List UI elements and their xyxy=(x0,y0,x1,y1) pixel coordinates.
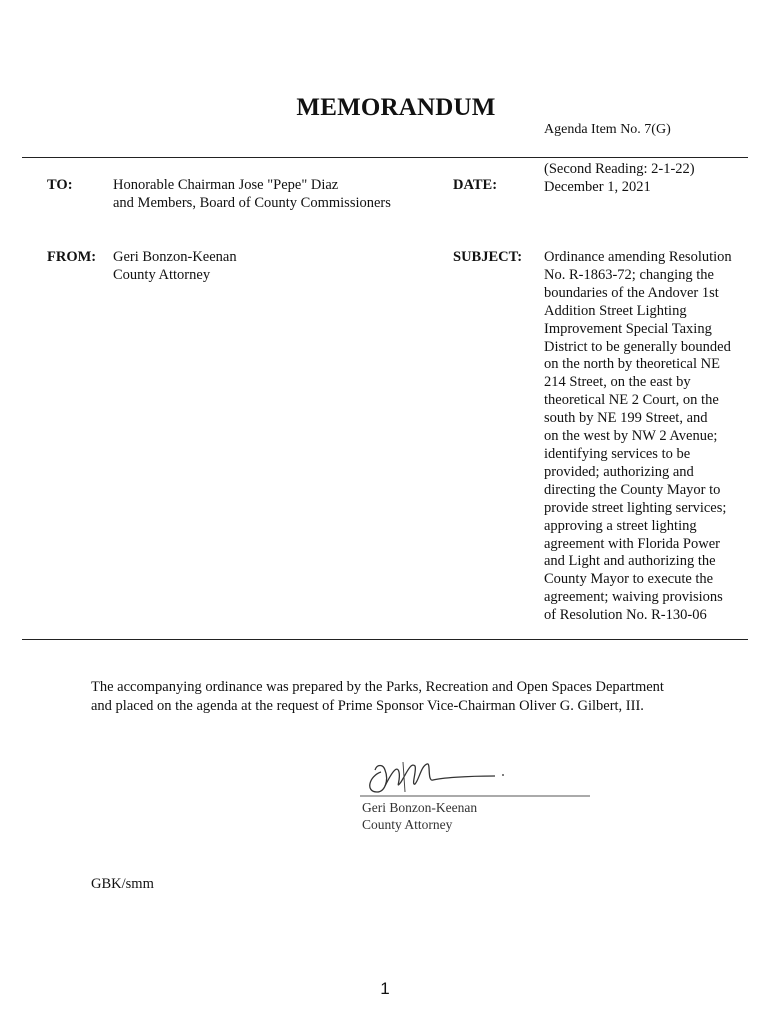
signature-block xyxy=(362,799,477,833)
signature-title: County Attorney xyxy=(362,817,453,832)
subject-line: on the west by NW 2 Avenue; xyxy=(544,428,718,445)
body-line: The accompanying ordinance was prepared by the Parks, Recreation and Open Spaces Department xyxy=(91,679,664,695)
to-label: TO: xyxy=(47,177,73,193)
subject-line: County Mayor to execute the xyxy=(544,571,714,588)
subject-line: identifying services to be xyxy=(544,445,691,462)
subject-line: provided; authorizing and xyxy=(544,463,694,480)
signature-name: Geri Bonzon-Keenan xyxy=(362,800,478,815)
agenda-item: Agenda Item No. 7(G) xyxy=(544,122,671,137)
subject-line: of Resolution No. R-130-06 xyxy=(544,607,707,624)
date-line: December 1, 2021 xyxy=(544,178,651,195)
subject-line: and Light and authorizing the xyxy=(544,553,716,570)
subject-line: approving a street lighting xyxy=(544,517,697,534)
subject-line: No. R-1863-72; changing the xyxy=(544,266,714,283)
subject-line: agreement; waiving provisions xyxy=(544,589,723,606)
subject-line: on the north by theoretical NE xyxy=(544,356,720,373)
subject-line: District to be generally bounded xyxy=(544,338,731,355)
memo-title: MEMORANDUM xyxy=(296,94,496,121)
from-sender xyxy=(113,249,237,284)
from-line: County Attorney xyxy=(113,266,211,283)
subject-line: provide street lighting services; xyxy=(544,499,727,516)
signature-image xyxy=(355,752,595,802)
bottom-divider xyxy=(22,639,748,640)
subject-line: 214 Street, on the east by xyxy=(544,374,691,391)
subject-line: Improvement Special Taxing xyxy=(544,320,712,337)
subject-label: SUBJECT: xyxy=(453,249,523,265)
date-label: DATE: xyxy=(453,177,498,193)
subject-text xyxy=(544,249,754,625)
date-line: (Second Reading: 2-1-22) xyxy=(544,161,695,177)
subject-line: south by NE 199 Street, and xyxy=(544,410,708,427)
top-divider xyxy=(22,157,748,158)
subject-line: agreement with Florida Power xyxy=(544,535,720,552)
subject-line: directing the County Mayor to xyxy=(544,481,721,498)
subject-line: boundaries of the Andover 1st xyxy=(544,284,719,301)
subject-line: Ordinance amending Resolution xyxy=(544,249,732,265)
to-line: Honorable Chairman Jose "Pepe" Diaz xyxy=(113,177,339,193)
typist-initials: GBK/smm xyxy=(91,876,154,892)
page-number: 1 xyxy=(380,979,390,998)
body-line: and placed on the agenda at the request of Prime Sponsor Vice-Chairman Oliver G. Gilbert, III. xyxy=(91,698,644,714)
to-line: and Members, Board of County Commissioners xyxy=(113,194,391,211)
body-paragraph xyxy=(91,678,731,716)
from-label: FROM: xyxy=(47,249,97,265)
subject-line: Addition Street Lighting xyxy=(544,302,687,319)
subject-line: theoretical NE 2 Court, on the xyxy=(544,392,719,409)
to-recipient xyxy=(113,177,391,212)
date-value xyxy=(544,161,695,196)
from-line: Geri Bonzon-Keenan xyxy=(113,249,237,265)
